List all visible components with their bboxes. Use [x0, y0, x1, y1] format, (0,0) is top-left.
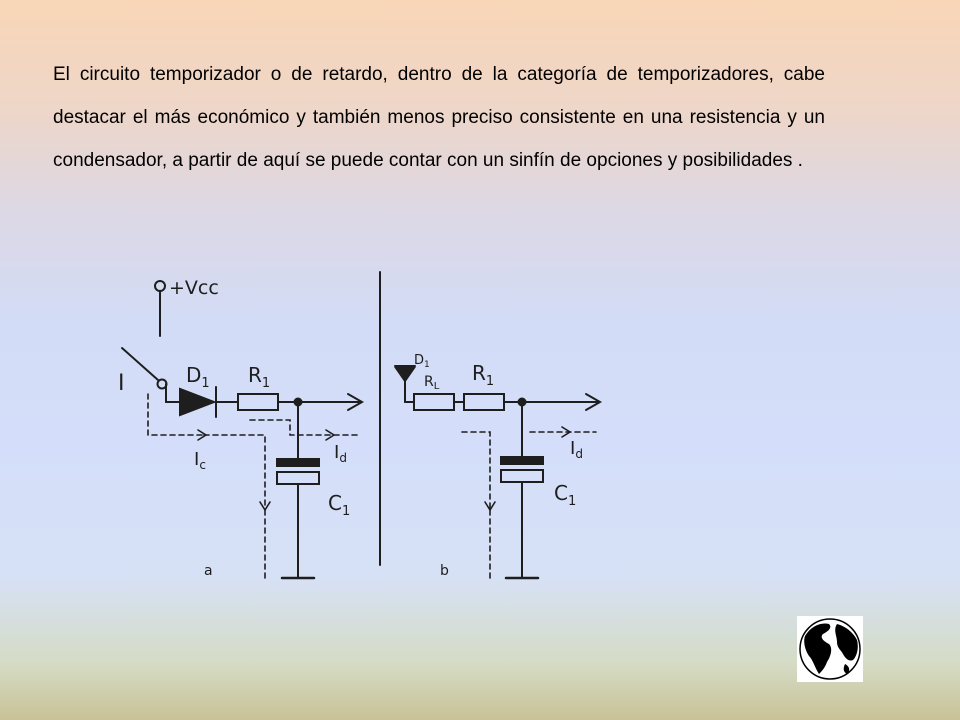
- svg-text:Ic: [194, 449, 206, 472]
- resistor-a-label: R: [248, 363, 262, 387]
- diode-b-label: D: [414, 353, 425, 368]
- description-paragraph: El circuito temporizador o de retardo, dentro de la categoría de temporizadores, cabe destacar el más económico y también menos preciso consistente en una resistencia y un condensador, a partir de aquí se puede contar con un sinfín de opciones y posibilidades .: [53, 64, 825, 171]
- capacitor-b-sub: 1: [567, 494, 577, 509]
- capacitor-c1-b: [501, 457, 576, 509]
- rc-timer-schematic: [110, 260, 610, 590]
- circuit-b: [395, 353, 600, 579]
- resistor-rl-b: [414, 374, 454, 410]
- capacitor-c1-a: [277, 459, 350, 519]
- svg-text:Id: [334, 442, 347, 465]
- svg-text:C1: [554, 481, 576, 509]
- diode-a-label: D: [186, 363, 202, 387]
- svg-text:D1: [186, 363, 210, 391]
- diode-a-sub: 1: [201, 376, 210, 391]
- svg-text:Id: [570, 438, 583, 461]
- caption-b: b: [440, 563, 449, 579]
- globe-icon[interactable]: [797, 616, 863, 682]
- resistor-b-label: R: [472, 361, 486, 385]
- ic-label: I: [194, 449, 200, 470]
- id-b-label: I: [570, 438, 576, 459]
- ic-sub: c: [199, 458, 206, 472]
- svg-text:D1: [414, 353, 430, 370]
- diode-b-sub: 1: [424, 360, 430, 370]
- svg-text:R1: [472, 361, 494, 389]
- svg-text:RL: [424, 374, 440, 392]
- resistor-a-sub: 1: [261, 376, 271, 391]
- svg-text:C1: [328, 491, 350, 519]
- switch-i: [118, 348, 167, 396]
- vcc-label: +Vcc: [169, 277, 219, 299]
- caption-a: a: [204, 563, 213, 579]
- id-b-sub: d: [575, 447, 583, 461]
- vcc-terminal: [155, 281, 165, 291]
- resistor-b-sub: 1: [485, 374, 495, 389]
- diode-d1-a: [180, 363, 216, 417]
- capacitor-a-label: C: [328, 491, 342, 515]
- capacitor-a-sub: 1: [341, 504, 351, 519]
- rl-sub: L: [433, 381, 440, 392]
- switch-label: I: [118, 371, 125, 396]
- capacitor-b-label: C: [554, 481, 568, 505]
- circuit-a: [118, 277, 362, 579]
- resistor-r1-a: [238, 363, 278, 410]
- svg-text:R1: [248, 363, 270, 391]
- current-paths-a: [148, 394, 358, 578]
- id-a-label: I: [334, 442, 340, 463]
- resistor-r1-b: [464, 361, 504, 410]
- rl-label: R: [424, 374, 434, 390]
- id-a-sub: d: [339, 451, 347, 465]
